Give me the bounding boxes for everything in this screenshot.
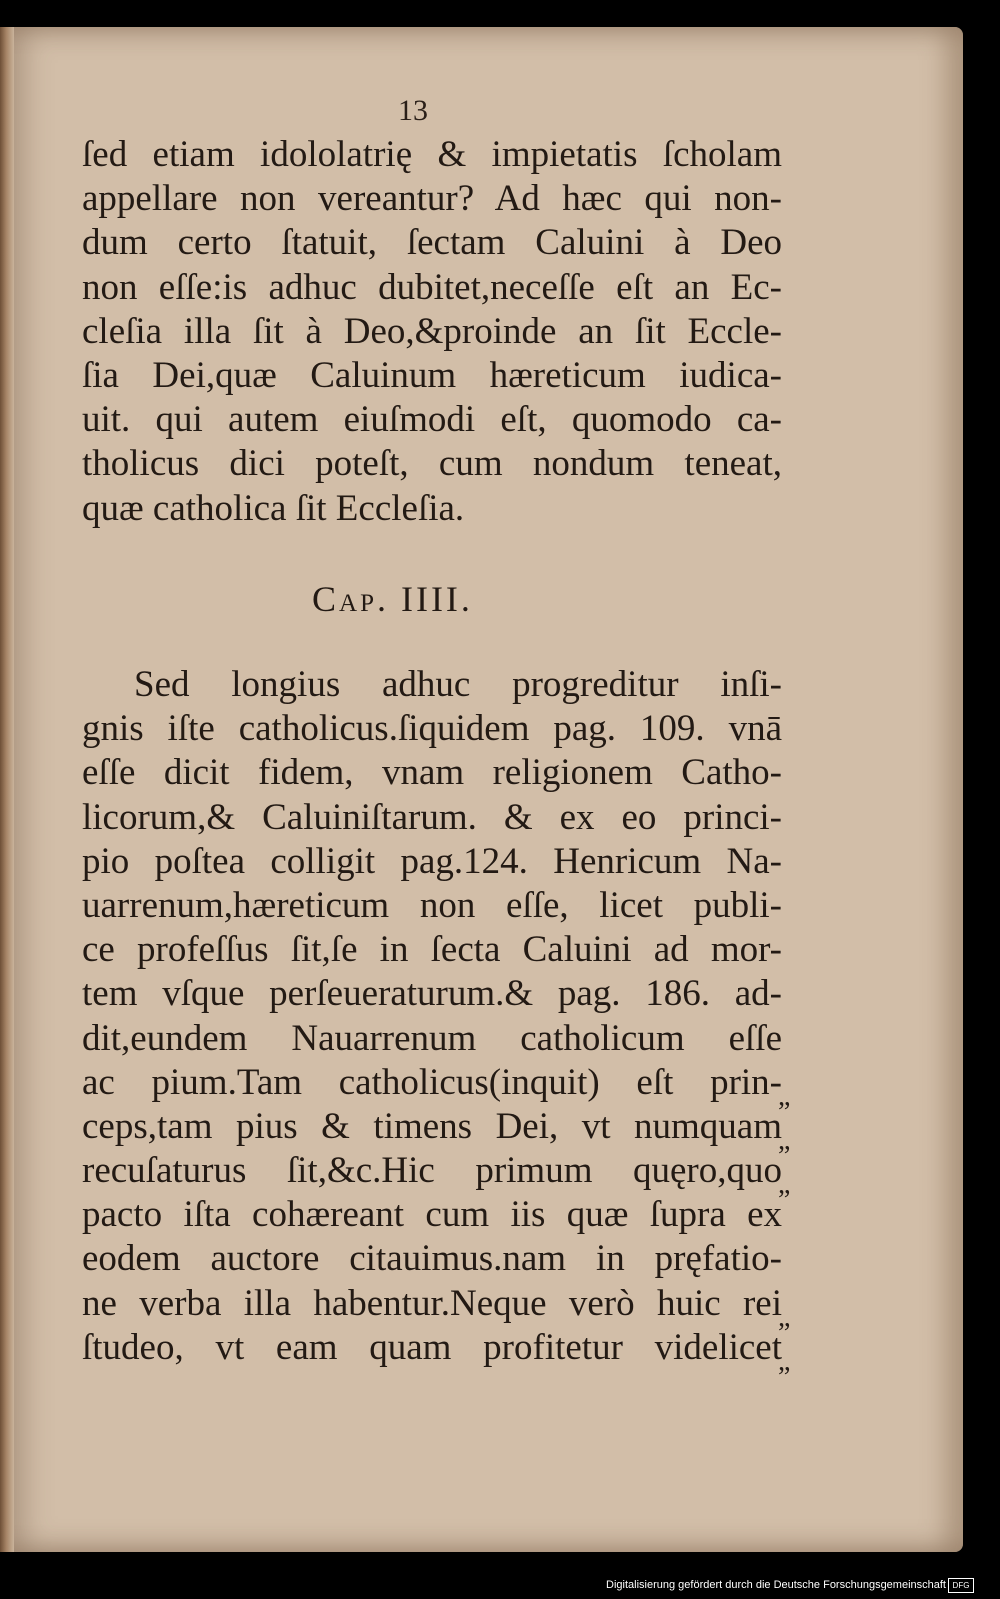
text-line: uarrenum,hæreticum non eſſe, licet publi-: [82, 884, 782, 926]
dfg-logo: DFG: [948, 1578, 974, 1593]
text-line: tholicus dici poteſt, cum nondum teneat,: [82, 443, 782, 485]
text-line: licorum,& Caluiniſtarum. & ex eo princi-: [82, 796, 782, 838]
text-line: ne verba illa habentur.Neque verò huic rei: [82, 1282, 782, 1324]
text-line: ſia Dei,quæ Caluinum hæreticum iudica-: [82, 354, 782, 396]
text-line: appellare non vereantur? Ad hæc qui non-: [82, 178, 782, 220]
marginal-quote-mark: „: [778, 1125, 791, 1156]
text-line: pio poſtea colligit pag.124. Henricum Na-: [82, 840, 782, 882]
text-line: dum certo ſtatuit, ſectam Caluini à Deo: [82, 222, 782, 264]
chapter-heading: Cap. IIII.: [312, 579, 473, 619]
text-line: gnis iſte catholicus.ſiquidem pag. 109. vnā: [82, 708, 782, 750]
text-line: ac pium.Tam catholicus(inquit) eſt prin-: [82, 1061, 782, 1103]
text-line: cleſia illa ſit à Deo,&proinde an ſit Eccle-: [82, 310, 782, 352]
second-paragraph: [82, 663, 782, 1370]
text-line: Sed longius adhuc progreditur inſi-: [134, 664, 782, 705]
text-line: ſed etiam idololatrię & impietatis ſcholam: [82, 134, 782, 175]
funding-credit: Digitalisierung gefördert durch die Deutsche Forschungsgemeinschaft: [606, 1579, 946, 1591]
text-line: non eſſe:is adhuc dubitet,neceſſe eſt an Ec-: [82, 266, 782, 308]
text-line: quæ catholica ſit Eccleſia.: [82, 487, 465, 529]
text-line: eodem auctore citauimus.nam in pręfatio-: [82, 1238, 782, 1280]
text-line: tem vſque perſeueraturum.& pag. 186. ad-: [82, 973, 782, 1015]
marginal-quote-mark: „: [778, 1081, 791, 1112]
marginal-quote-mark: „: [778, 1302, 791, 1333]
page-edge: [0, 27, 14, 1552]
marginal-quote-mark: „: [778, 1169, 791, 1200]
footer-bar: [0, 1552, 1000, 1599]
text-line: recuſaturus ſit,&c.Hic primum quęro,quo: [82, 1150, 782, 1192]
top-paragraph: [82, 133, 782, 531]
text-line: ceps,tam pius & timens Dei, vt numquam: [82, 1105, 782, 1147]
text-line: uit. qui autem eiuſmodi eſt, quomodo ca-: [82, 399, 782, 441]
page-number: 13: [398, 94, 428, 127]
marginal-quote-mark: „: [778, 1346, 791, 1377]
text-line: dit,eundem Nauarrenum catholicum eſſe: [82, 1017, 782, 1059]
text-line: pacto iſta cohæreant cum iis quæ ſupra ex: [82, 1194, 782, 1236]
text-line: eſſe dicit fidem, vnam religionem Catho-: [82, 752, 782, 794]
text-line: ce profeſſus ſit,ſe in ſecta Caluini ad mor-: [82, 929, 782, 971]
text-line: ſtudeo, vt eam quam profitetur videlicet: [82, 1326, 782, 1368]
